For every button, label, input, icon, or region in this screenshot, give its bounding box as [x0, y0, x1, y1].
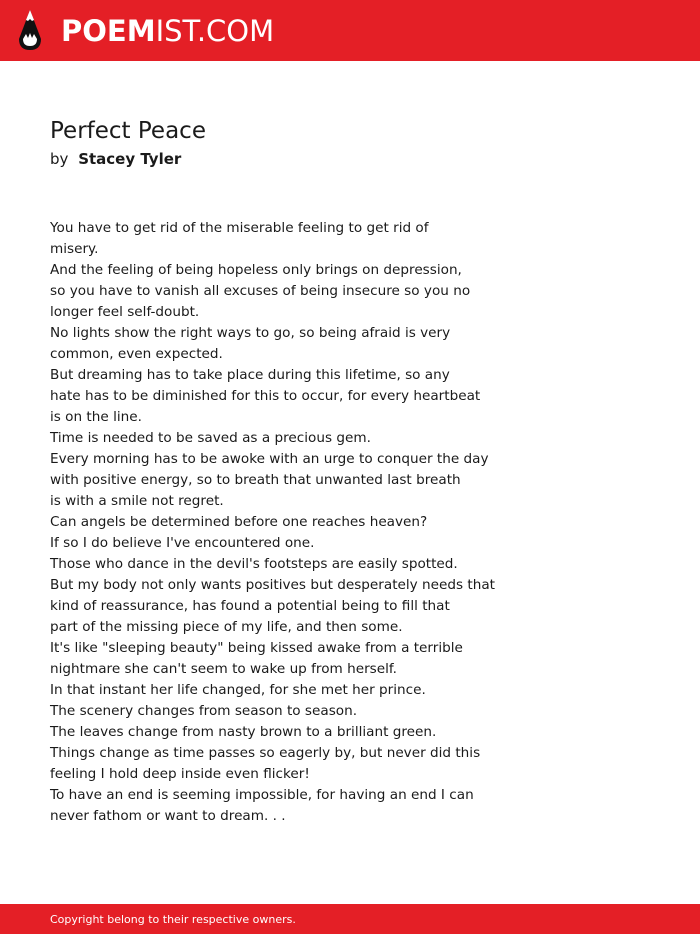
poem-line: No lights show the right ways to go, so being afraid is very — [50, 325, 451, 341]
poem-line: It's like "sleeping beauty" being kissed awake from a terrible — [50, 640, 463, 656]
author-name: Stacey Tyler — [78, 150, 182, 168]
poem-line: feeling I hold deep inside even flicker! — [50, 766, 310, 782]
brand-bold-text: POEM — [61, 14, 156, 48]
poem-line: And the feeling of being hopeless only brings on depression, — [50, 262, 462, 278]
poem-line: The leaves change from nasty brown to a brilliant green. — [50, 724, 437, 740]
poem-line: Those who dance in the devil's footsteps are easily spotted. — [50, 556, 458, 572]
by-label: by — [50, 150, 69, 168]
pencil-tip-icon[interactable] — [17, 9, 43, 51]
poem-line: Time is needed to be saved as a precious gem. — [50, 430, 371, 446]
poem-line: To have an end is seeming impossible, for having an end I can — [50, 787, 474, 803]
site-footer — [0, 904, 700, 934]
poem-line: is on the line. — [50, 409, 142, 425]
poem-line: In that instant her life changed, for she met her prince. — [50, 682, 426, 698]
poem-line: kind of reassurance, has found a potential being to fill that — [50, 598, 450, 614]
poem-line: never fathom or want to dream. . . — [50, 808, 286, 824]
brand-light-text: IST.COM — [155, 14, 275, 48]
poem-line: common, even expected. — [50, 346, 223, 362]
poem-line: nightmare she can't seem to wake up from herself. — [50, 661, 397, 677]
poem-line: misery. — [50, 241, 99, 257]
poem-line: so you have to vanish all excuses of being insecure so you no — [50, 283, 471, 299]
poem-title: Perfect Peace — [50, 118, 206, 144]
poem-line: If so I do believe I've encountered one. — [50, 535, 315, 551]
poem-line: The scenery changes from season to season. — [50, 703, 358, 719]
poem-line: hate has to be diminished for this to occur, for every heartbeat — [50, 388, 481, 404]
poem-line: You have to get rid of the miserable feeling to get rid of — [50, 220, 429, 236]
poem-line: is with a smile not regret. — [50, 493, 224, 509]
site-logo[interactable] — [61, 11, 274, 51]
copyright-text: Copyright belong to their respective owners. — [50, 913, 296, 926]
poem-line: Can angels be determined before one reaches heaven? — [50, 514, 428, 530]
poem-line: Every morning has to be awoke with an urge to conquer the day — [50, 451, 489, 467]
poem-body — [50, 218, 520, 827]
poem-line: part of the missing piece of my life, and then some. — [50, 619, 403, 635]
poem-line: with positive energy, so to breath that unwanted last breath — [50, 472, 461, 488]
site-header — [0, 0, 700, 61]
byline — [50, 148, 181, 170]
poem-line: But my body not only wants positives but desperately needs that — [50, 577, 496, 593]
poem-line: But dreaming has to take place during this lifetime, so any — [50, 367, 450, 383]
poem-line: Things change as time passes so eagerly by, but never did this — [50, 745, 481, 761]
poem-line: longer feel self-doubt. — [50, 304, 200, 320]
